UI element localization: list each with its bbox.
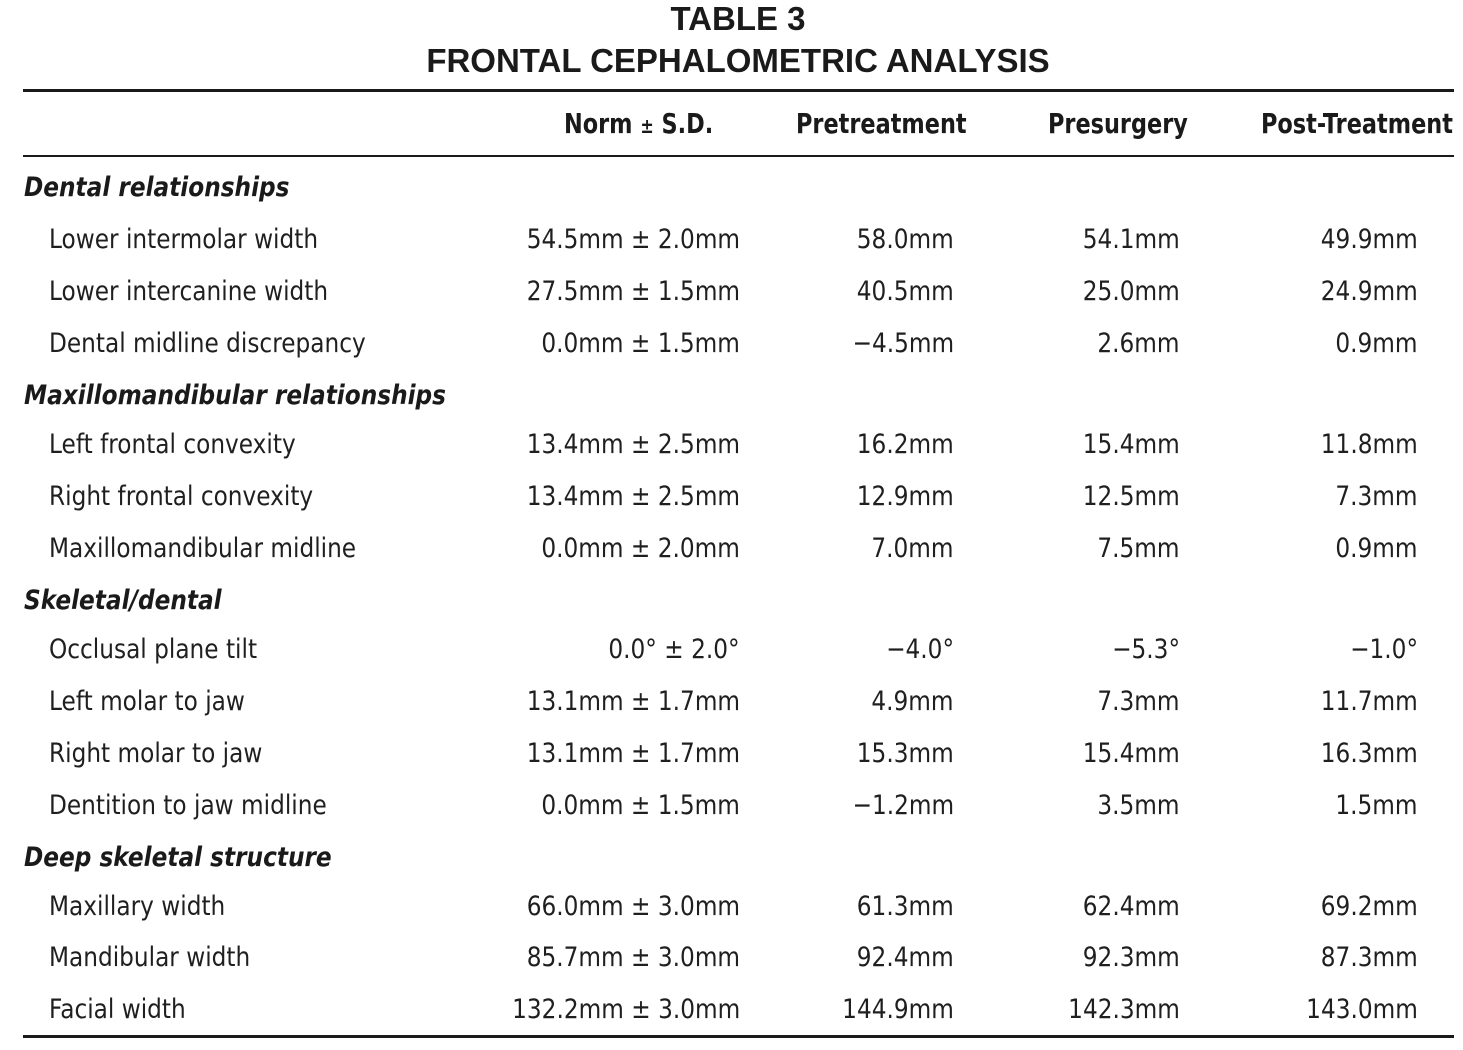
norm-value: 54.5mm ± 2.0mm	[526, 224, 740, 255]
pretreatment-value: 16.2mm	[857, 429, 954, 460]
presurgery-value: 142.3mm	[1068, 994, 1180, 1025]
measurement-label: Maxillomandibular midline	[49, 533, 357, 564]
section-label: Dental relationships	[24, 172, 290, 203]
section-label: Maxillomandibular relationships	[24, 380, 447, 411]
section-header-row	[0, 376, 1463, 416]
table-row	[0, 324, 1463, 364]
presurgery-value: 15.4mm	[1083, 429, 1180, 460]
table-row	[0, 938, 1463, 978]
measurement-label: Facial width	[49, 994, 186, 1025]
measurement-label: Mandibular width	[49, 942, 251, 973]
section-label: Deep skeletal structure	[24, 842, 332, 873]
measurement-label: Maxillary width	[49, 891, 226, 922]
measurement-label: Dental midline discrepancy	[49, 328, 366, 359]
pretreatment-value: −4.5mm	[852, 328, 954, 359]
pretreatment-value: −4.0°	[886, 634, 954, 665]
table-row	[0, 887, 1463, 927]
post-treatment-value: 143.0mm	[1306, 994, 1418, 1025]
norm-value: 132.2mm ± 3.0mm	[511, 994, 740, 1025]
post-treatment-value: 49.9mm	[1321, 224, 1418, 255]
norm-value: 0.0mm ± 1.5mm	[541, 328, 740, 359]
presurgery-value: 7.3mm	[1097, 686, 1180, 717]
measurement-label: Right frontal convexity	[49, 481, 314, 512]
measurement-label: Lower intercanine width	[49, 276, 329, 307]
table-title: FRONTAL CEPHALOMETRIC ANALYSIS	[426, 42, 1050, 79]
column-header-post-treatment: Post-Treatment	[1261, 107, 1453, 140]
section-header-row	[0, 581, 1463, 621]
norm-value: 0.0mm ± 1.5mm	[541, 790, 740, 821]
presurgery-value: 3.5mm	[1097, 790, 1180, 821]
presurgery-value: 7.5mm	[1097, 533, 1180, 564]
post-treatment-value: −1.0°	[1350, 634, 1418, 665]
post-treatment-value: 0.9mm	[1335, 328, 1418, 359]
norm-value: 66.0mm ± 3.0mm	[526, 891, 740, 922]
measurement-label: Left frontal convexity	[49, 429, 296, 460]
norm-value: 13.4mm ± 2.5mm	[526, 481, 740, 512]
column-header-norm: Norm ± S.D.	[564, 107, 714, 140]
table-row	[0, 786, 1463, 826]
post-treatment-value: 1.5mm	[1335, 790, 1418, 821]
pretreatment-value: 61.3mm	[857, 891, 954, 922]
table-number: TABLE 3	[670, 0, 806, 37]
section-label: Skeletal/dental	[24, 585, 222, 616]
norm-value: 27.5mm ± 1.5mm	[526, 276, 740, 307]
presurgery-value: 15.4mm	[1083, 738, 1180, 769]
presurgery-value: −5.3°	[1112, 634, 1180, 665]
pretreatment-value: 144.9mm	[842, 994, 954, 1025]
pretreatment-value: 58.0mm	[857, 224, 954, 255]
table-row	[0, 272, 1463, 312]
norm-value: 0.0° ± 2.0°	[608, 634, 740, 665]
header-rule	[23, 155, 1454, 157]
table-row	[0, 734, 1463, 774]
section-header-row	[0, 838, 1463, 878]
table-row	[0, 477, 1463, 517]
presurgery-value: 62.4mm	[1083, 891, 1180, 922]
post-treatment-value: 69.2mm	[1321, 891, 1418, 922]
post-treatment-value: 0.9mm	[1335, 533, 1418, 564]
column-header-presurgery: Presurgery	[1048, 107, 1188, 140]
norm-value: 13.4mm ± 2.5mm	[526, 429, 740, 460]
table-row	[0, 630, 1463, 670]
measurement-label: Right molar to jaw	[49, 738, 263, 769]
presurgery-value: 92.3mm	[1083, 942, 1180, 973]
bottom-rule	[23, 1035, 1454, 1038]
post-treatment-value: 16.3mm	[1321, 738, 1418, 769]
norm-value: 85.7mm ± 3.0mm	[526, 942, 740, 973]
pretreatment-value: 12.9mm	[857, 481, 954, 512]
table-row	[0, 529, 1463, 569]
post-treatment-value: 87.3mm	[1321, 942, 1418, 973]
presurgery-value: 25.0mm	[1083, 276, 1180, 307]
table-row	[0, 682, 1463, 722]
pretreatment-value: 4.9mm	[871, 686, 954, 717]
post-treatment-value: 7.3mm	[1335, 481, 1418, 512]
pretreatment-value: 15.3mm	[857, 738, 954, 769]
measurement-label: Left molar to jaw	[49, 686, 245, 717]
measurement-label: Dentition to jaw midline	[49, 790, 327, 821]
norm-value: 13.1mm ± 1.7mm	[526, 738, 740, 769]
measurement-label: Occlusal plane tilt	[49, 634, 258, 665]
post-treatment-value: 11.8mm	[1321, 429, 1418, 460]
top-rule	[23, 89, 1454, 92]
section-header-row	[0, 168, 1463, 208]
post-treatment-value: 11.7mm	[1321, 686, 1418, 717]
table-row	[0, 220, 1463, 260]
column-header-pretreatment: Pretreatment	[796, 107, 967, 140]
norm-value: 0.0mm ± 2.0mm	[541, 533, 740, 564]
pretreatment-value: 7.0mm	[871, 533, 954, 564]
measurement-label: Lower intermolar width	[49, 224, 319, 255]
pretreatment-value: 92.4mm	[857, 942, 954, 973]
pretreatment-value: −1.2mm	[852, 790, 954, 821]
presurgery-value: 54.1mm	[1083, 224, 1180, 255]
table-row	[0, 990, 1463, 1030]
norm-value: 13.1mm ± 1.7mm	[526, 686, 740, 717]
presurgery-value: 2.6mm	[1097, 328, 1180, 359]
presurgery-value: 12.5mm	[1083, 481, 1180, 512]
post-treatment-value: 24.9mm	[1321, 276, 1418, 307]
pretreatment-value: 40.5mm	[857, 276, 954, 307]
table-row	[0, 425, 1463, 465]
